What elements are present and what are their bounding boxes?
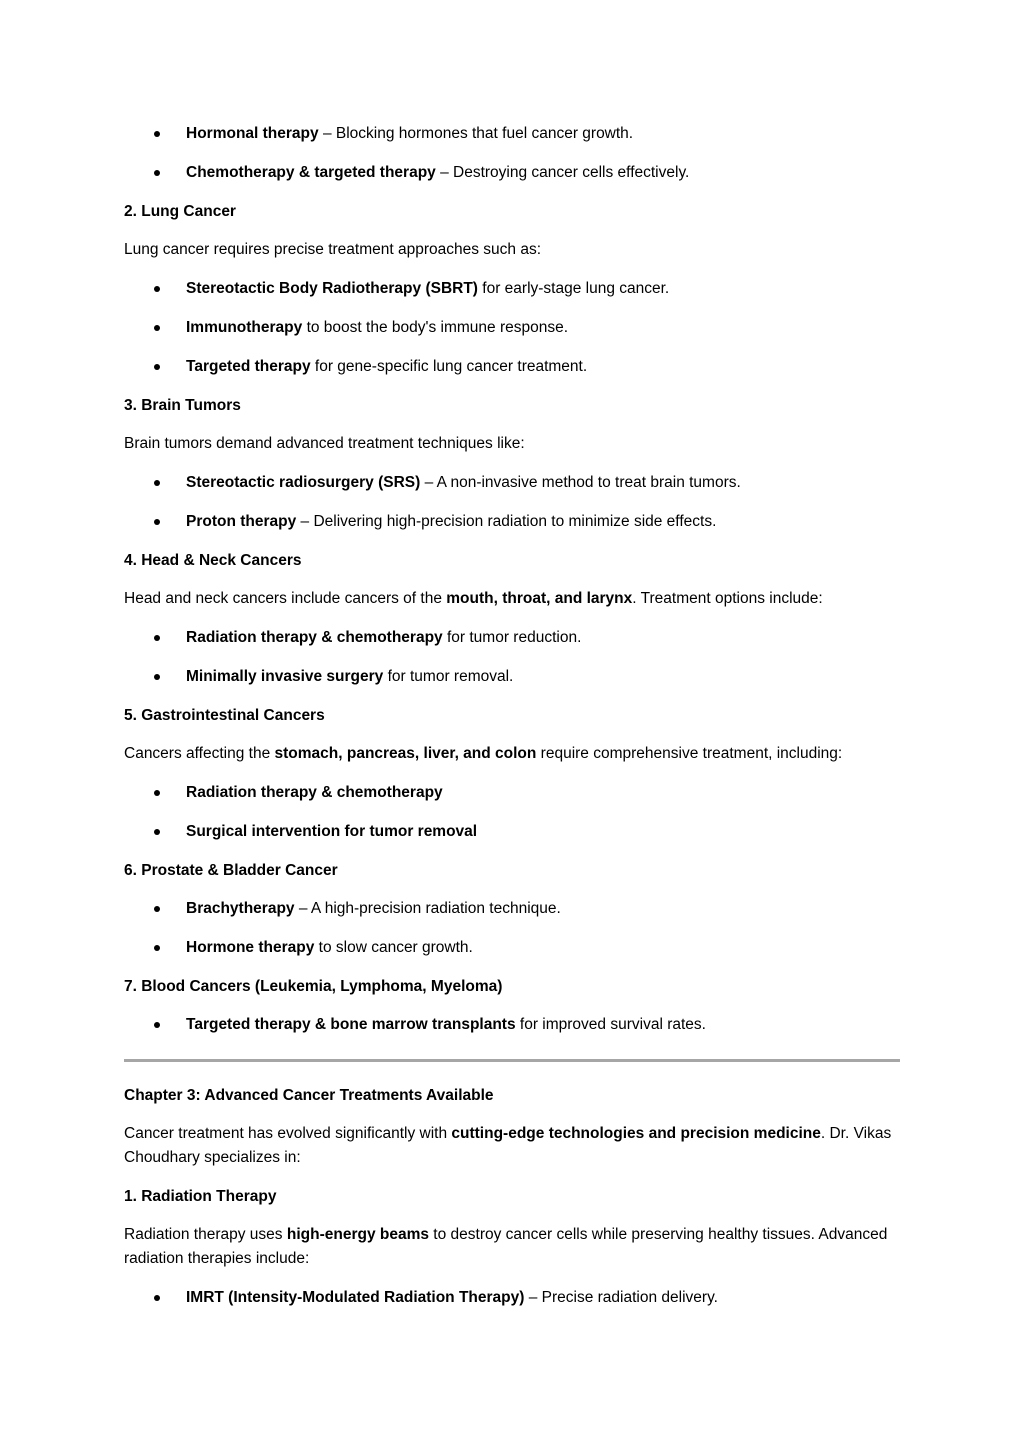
chapter-heading: Chapter 3: Advanced Cancer Treatments Available bbox=[124, 1087, 494, 1104]
list-item: Targeted therapy for gene-specific lung cancer treatment. bbox=[124, 355, 900, 379]
section-heading-prostate: 6. Prostate & Bladder Cancer bbox=[124, 862, 338, 879]
bullet-icon bbox=[154, 790, 160, 796]
bullet-icon bbox=[154, 364, 160, 370]
list-item: Radiation therapy & chemotherapy for tumor reduction. bbox=[124, 626, 900, 650]
list-item: Proton therapy – Delivering high-precision radiation to minimize side effects. bbox=[124, 510, 900, 534]
section-heading-brain: 3. Brain Tumors bbox=[124, 397, 241, 414]
list-item: Radiation therapy & chemotherapy bbox=[124, 781, 900, 805]
bullet-icon bbox=[154, 131, 160, 137]
list-item: Surgical intervention for tumor removal bbox=[124, 820, 900, 844]
bullet-icon bbox=[154, 170, 160, 176]
section-intro-gi: Cancers affecting the stomach, pancreas, liver, and colon require comprehensive treatment, including: bbox=[124, 745, 843, 762]
bullet-icon bbox=[154, 829, 160, 835]
list-item: IMRT (Intensity-Modulated Radiation Therapy) – Precise radiation delivery. bbox=[124, 1286, 900, 1310]
list-item: Immunotherapy to boost the body's immune response. bbox=[124, 316, 900, 340]
bullet-icon bbox=[154, 635, 160, 641]
section-intro-head-neck: Head and neck cancers include cancers of the mouth, throat, and larynx. Treatment options include: bbox=[124, 590, 823, 607]
list-item: Minimally invasive surgery for tumor removal. bbox=[124, 665, 900, 689]
chapter-intro: Cancer treatment has evolved significantly with cutting-edge technologies and precision medicine. Dr. Vikas Choudhary specializes in: bbox=[124, 1125, 892, 1166]
bullet-icon bbox=[154, 945, 160, 951]
bullet-icon bbox=[154, 519, 160, 525]
section-intro-brain: Brain tumors demand advanced treatment techniques like: bbox=[124, 435, 525, 452]
list-item: Stereotactic radiosurgery (SRS) – A non-invasive method to treat brain tumors. bbox=[124, 471, 900, 495]
bullet-icon bbox=[154, 674, 160, 680]
list-item: Stereotactic Body Radiotherapy (SBRT) for early-stage lung cancer. bbox=[124, 277, 900, 301]
list-item: Hormonal therapy – Blocking hormones that fuel cancer growth. bbox=[124, 122, 900, 146]
section-heading-blood: 7. Blood Cancers (Leukemia, Lymphoma, Myeloma) bbox=[124, 978, 503, 995]
section-heading-gi: 5. Gastrointestinal Cancers bbox=[124, 707, 325, 724]
bullet-icon bbox=[154, 325, 160, 331]
bullet-icon bbox=[154, 480, 160, 486]
bullet-icon bbox=[154, 1295, 160, 1301]
bullet-icon bbox=[154, 286, 160, 292]
section-intro-radiation: Radiation therapy uses high-energy beams to destroy cancer cells while preserving healthy tissues. Advanced radiation therapies include: bbox=[124, 1226, 888, 1267]
horizontal-divider bbox=[124, 1059, 900, 1062]
section-heading-lung: 2. Lung Cancer bbox=[124, 203, 236, 220]
section-heading-radiation: 1. Radiation Therapy bbox=[124, 1188, 277, 1205]
section-intro-lung: Lung cancer requires precise treatment approaches such as: bbox=[124, 241, 542, 258]
bullet-icon bbox=[154, 1022, 160, 1028]
section-heading-head-neck: 4. Head & Neck Cancers bbox=[124, 552, 302, 569]
document-page bbox=[124, 122, 900, 1325]
list-item: Brachytherapy – A high-precision radiation technique. bbox=[124, 897, 900, 921]
list-item: Hormone therapy to slow cancer growth. bbox=[124, 936, 900, 960]
list-item: Chemotherapy & targeted therapy – Destroying cancer cells effectively. bbox=[124, 161, 900, 185]
list-item: Targeted therapy & bone marrow transplants for improved survival rates. bbox=[124, 1013, 900, 1037]
bullet-icon bbox=[154, 906, 160, 912]
